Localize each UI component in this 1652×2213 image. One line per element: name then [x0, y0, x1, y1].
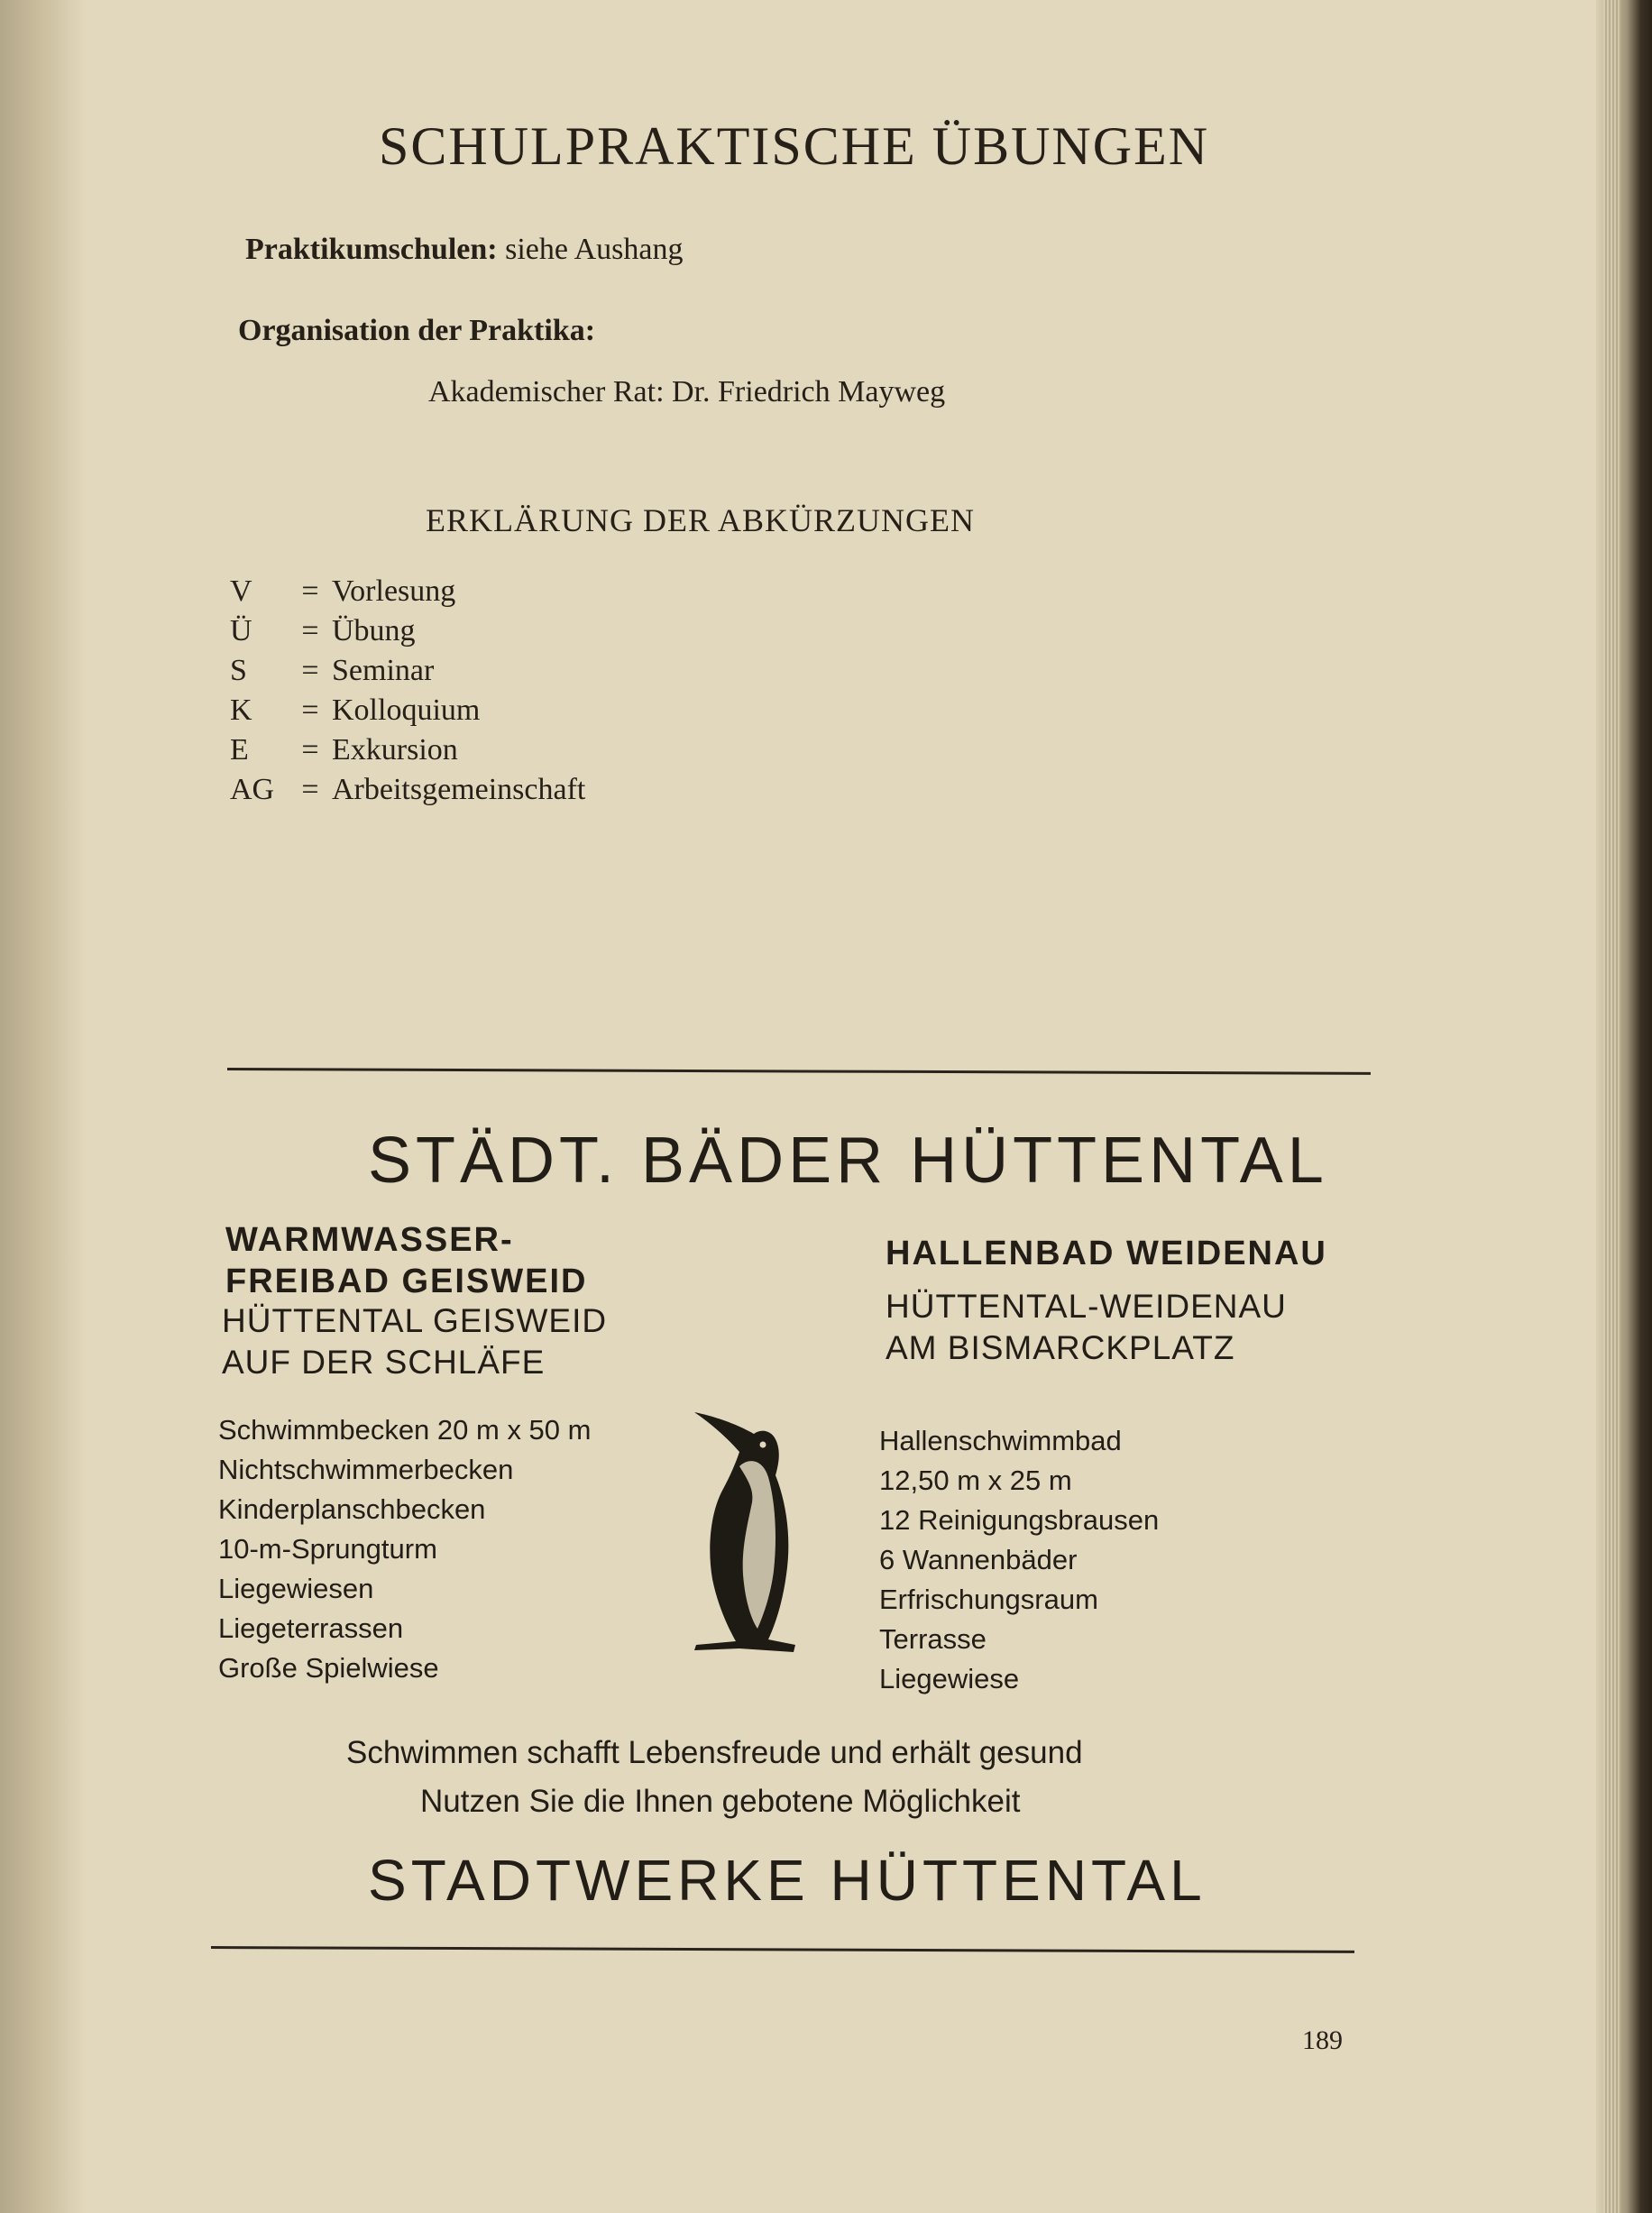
right-pool-title: HALLENBAD WEIDENAU [886, 1235, 1327, 1272]
abbreviation-row [230, 611, 585, 651]
feature-item: Terrasse [879, 1623, 987, 1655]
abbreviation-value: Exkursion [332, 733, 458, 767]
left-pool-title-line: FREIBAD GEISWEID [225, 1263, 588, 1300]
abbreviation-key: S [230, 654, 247, 687]
abbreviation-row [230, 691, 585, 730]
slogan-line: Schwimmen schafft Lebensfreude und erhält gesund [346, 1735, 1083, 1770]
equals-sign: = [301, 614, 319, 647]
abbreviation-row [230, 572, 585, 611]
left-pool-title [225, 1219, 587, 1302]
left-pool-address [222, 1300, 607, 1383]
abbreviation-row [230, 770, 585, 810]
feature-item: Liegeterrassen [218, 1612, 404, 1644]
abbreviation-value: Kolloquium [332, 693, 481, 727]
abbreviations-heading: ERKLÄRUNG DER ABKÜRZUNGEN [426, 502, 975, 538]
abbreviation-key: V [230, 574, 252, 608]
equals-sign: = [301, 773, 319, 806]
organisation-value: Akademischer Rat: Dr. Friedrich Mayweg [428, 375, 946, 409]
abbreviation-value: Übung [332, 614, 416, 647]
right-pool-address-line: HÜTTENTAL-WEIDENAU [886, 1288, 1287, 1325]
slogan-line: Nutzen Sie die Ihnen gebotene Möglichkeit [420, 1784, 1021, 1819]
feature-item: Kinderplanschbecken [218, 1493, 486, 1525]
feature-item: Liegewiesen [218, 1573, 374, 1604]
praktikum-label: Praktikumschulen: [245, 233, 498, 266]
abbreviation-key: K [230, 693, 252, 727]
praktikum-line [245, 233, 683, 267]
right-pool-address [886, 1286, 1287, 1369]
left-pool-features [218, 1410, 591, 1688]
feature-item: Schwimmbecken 20 m x 50 m [218, 1414, 592, 1446]
feature-item: Nichtschwimmerbecken [218, 1454, 514, 1485]
bleed-through-shadow [1183, 289, 1354, 920]
left-pool-title-line: WARMWASSER- [225, 1221, 514, 1259]
feature-item: Große Spielwiese [218, 1652, 439, 1684]
feature-item: Erfrischungsraum [879, 1584, 1098, 1615]
praktikum-value: siehe Aushang [505, 233, 684, 266]
equals-sign: = [301, 654, 319, 687]
feature-item: 12,50 m x 25 m [879, 1465, 1072, 1496]
feature-item: Hallenschwimmbad [879, 1425, 1122, 1456]
abbreviation-value: Seminar [332, 654, 435, 687]
feature-item: 10-m-Sprungturm [218, 1533, 437, 1565]
right-pool-features [879, 1421, 1159, 1699]
left-pool-address-line: HÜTTENTAL GEISWEID [222, 1302, 608, 1339]
ad-title: STÄDT. BÄDER HÜTTENTAL [368, 1125, 1328, 1197]
ad-top-rule [227, 1068, 1371, 1075]
abbreviation-key: E [230, 733, 249, 767]
book-gutter [0, 0, 86, 2213]
feature-item: Liegewiese [879, 1663, 1020, 1694]
abbreviation-value: Vorlesung [332, 574, 456, 608]
ad-bottom-rule [211, 1946, 1354, 1953]
equals-sign: = [301, 574, 319, 608]
feature-item: 6 Wannenbäder [879, 1544, 1078, 1575]
organisation-label: Organisation der Praktika: [238, 314, 596, 347]
page-title: SCHULPRAKTISCHE ÜBUNGEN [379, 116, 1210, 176]
left-pool-address-line: AUF DER SCHLÄFE [222, 1344, 546, 1381]
abbreviation-row [230, 651, 585, 691]
abbreviation-key: AG [230, 773, 275, 806]
penguin-icon [685, 1403, 821, 1665]
page-edge [1596, 0, 1652, 2213]
ad-footer: STADTWERKE HÜTTENTAL [368, 1848, 1207, 1913]
abbreviations-list [230, 572, 585, 810]
page-number: 189 [1302, 2025, 1343, 2055]
abbreviation-key: Ü [230, 614, 252, 647]
abbreviation-row [230, 730, 585, 770]
equals-sign: = [301, 693, 319, 727]
abbreviation-value: Arbeitsgemeinschaft [332, 773, 586, 806]
equals-sign: = [301, 733, 319, 767]
right-pool-address-line: AM BISMARCKPLATZ [886, 1329, 1235, 1366]
feature-item: 12 Reinigungsbrausen [879, 1504, 1160, 1536]
